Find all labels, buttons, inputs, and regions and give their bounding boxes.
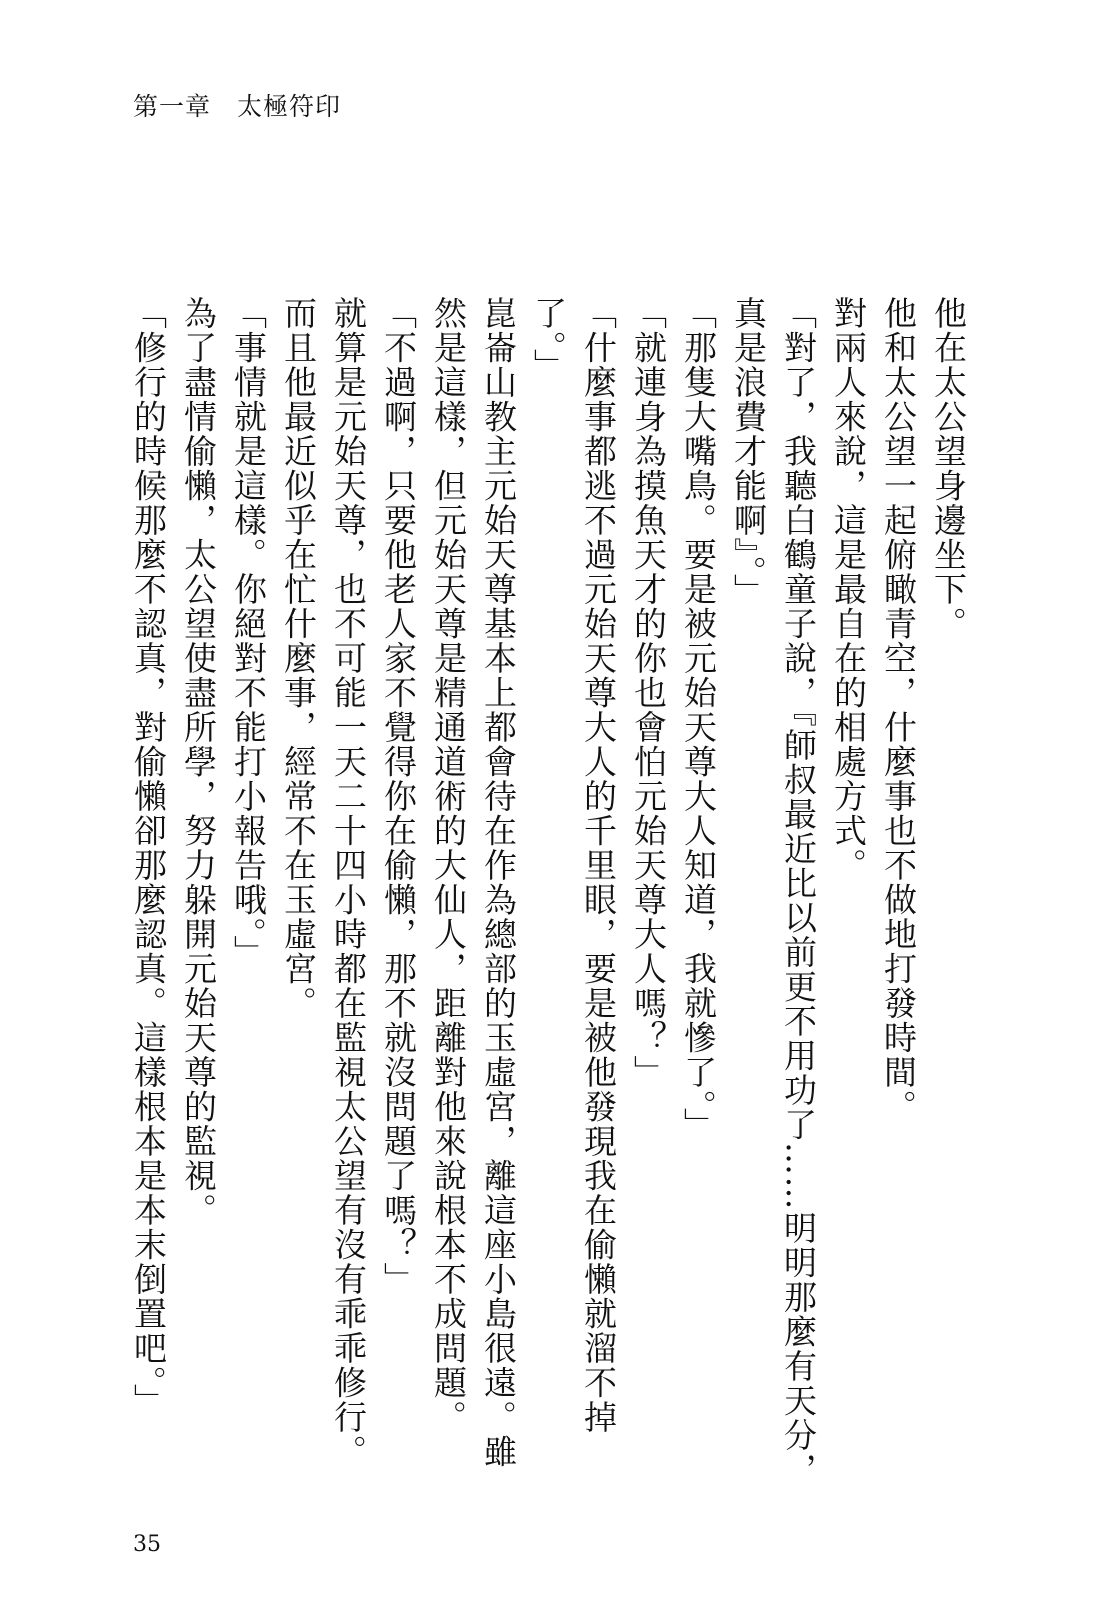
paragraph: 「就連身為摸魚天才的你也會怕元始天尊大人嗎？」 xyxy=(629,296,668,1090)
paragraph: 「修行的時候那麼不認真，對偷懶卻那麼認真。這樣根本是本末倒置吧。」 xyxy=(129,296,168,1418)
paragraph: 「什麼事都逃不過元始天尊大人的千里眼，要是被他發現我在偷懶就溜不掉了。」 xyxy=(529,296,618,1435)
chapter-number: 第一章 xyxy=(133,92,212,121)
paragraph: 為了盡情偷懶，太公望使盡所學，努力躲開元始天尊的監視。 xyxy=(179,296,218,1228)
running-head xyxy=(133,92,341,122)
paragraph: 「不過啊，只要他老人家不覺得你在偷懶，那不就沒問題了嗎？」 xyxy=(379,296,418,1297)
paragraph: 對兩人來說，這是最自在的相處方式。 xyxy=(829,296,868,883)
page-number: 35 xyxy=(133,1532,161,1557)
paragraph: 就算是元始天尊，也不可能一天二十四小時都在監視太公望有沒有乖乖修行。而且他最近似乎在忙什麼事，經常不在玉虛宮。 xyxy=(279,296,368,1469)
paragraph: 他和太公望一起俯瞰青空，什麼事也不做地打發時間。 xyxy=(879,296,918,1124)
paragraph: 他在太公望身邊坐下。 xyxy=(929,296,968,641)
paragraph: 崑崙山教主元始天尊基本上都會待在作為總部的玉虛宮，離這座小島很遠。雖然是這樣，但元始天尊是精通道術的大仙人，距離對他來說根本不成問題。 xyxy=(429,296,518,1469)
paragraph: 「對了，我聽白鶴童子說，『師叔最近比以前更不用功了……明明那麼有天分，真是浪費才能啊』。」 xyxy=(729,296,818,1487)
paragraph: 「事情就是這樣。你絕對不能打小報告哦。」 xyxy=(229,296,268,970)
body-text xyxy=(129,296,973,1496)
chapter-title: 太極符印 xyxy=(237,92,342,121)
paragraph: 「那隻大嘴鳥。要是被元始天尊大人知道，我就慘了。」 xyxy=(679,296,718,1142)
